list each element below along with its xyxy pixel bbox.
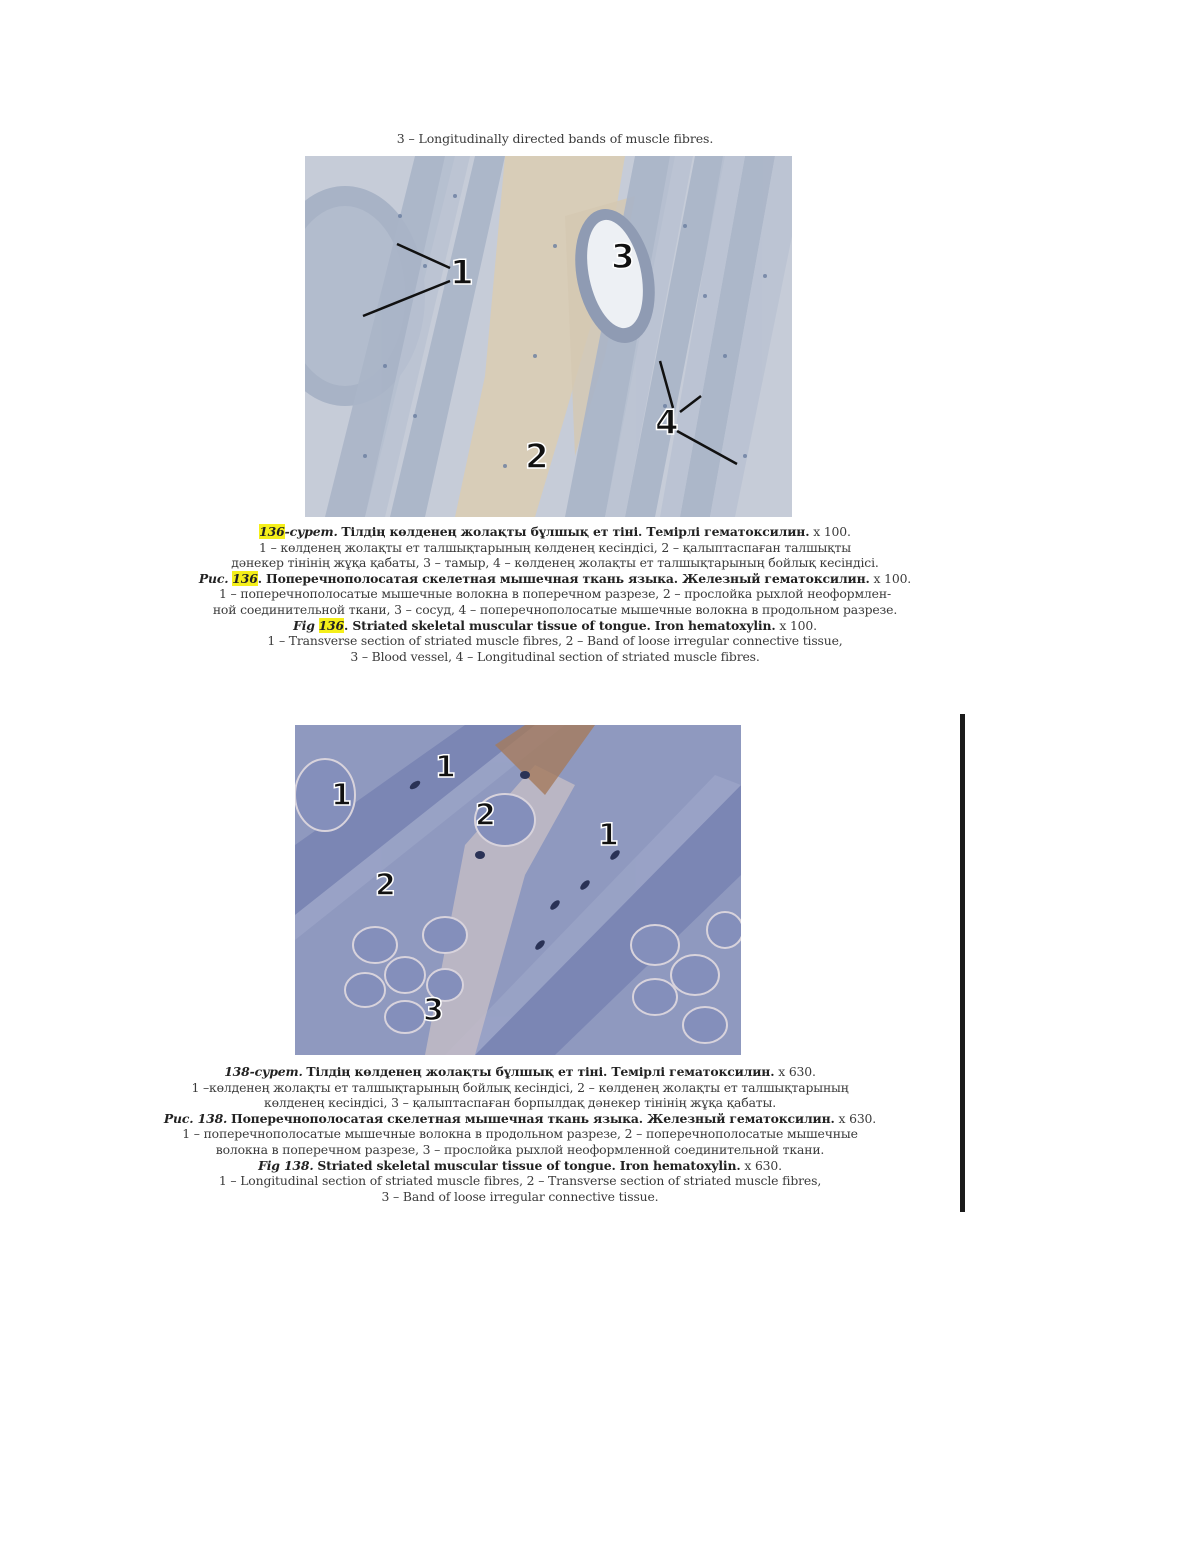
figure-136-caption: 136-сурет. Тілдің көлденең жолақты бұлшық ет тіні. Темірлі гематоксилин. х 100. 1 – көлденең жолақты ет талшықтарының көлденең кесіндісі, 2 – қалыптаспаған талшықты дәнекер тінінің жұқа қабаты, 3 – тамыр, 4 – көлденең жолақты ет талшықтарының бойлық кесіндісі. Рис. 136. Поперечнополосатая скелетная мышечная ткань языка. Железный гематоксилин. х 100. 1 – поперечнополосатые мышечные волокна в поперечном разрезе, 2 – прослойка рыхлой неоформлен- ной соединительной ткани, 3 – сосуд, 4 – поперечнополосатые мышечные волокна в продольном разрезе. Fig 136. Striated skeletal muscular tissue of tongue. Iron hematoxylin. x 100. 1 – Transverse section of striated muscle fibres, 2 – Band of loose irregular connective tissue, 3 – Blood vessel, 4 – Longitudinal section of striated muscle fibres. (150, 524, 960, 664)
fig138-en-title-line: Fig 138. Striated skeletal muscular tissue of tongue. Iron hematoxylin. x 630. (258, 1157, 782, 1173)
vertical-divider-bar (960, 714, 965, 1212)
figure-136-micrograph (305, 156, 792, 517)
fig136-label-2: 2 (525, 437, 549, 477)
fig136-label-1: 1 (450, 253, 474, 293)
fig136-en-number: 136 (318, 617, 344, 633)
top-caption-line: 3 – Longitudinally directed bands of muscle fibres. (396, 131, 714, 146)
fig136-ru-title-line: Рис. 136. Поперечнополосатая скелетная мышечная ткань языка. Железный гематоксилин. х 100. (198, 570, 912, 586)
fig136-kk-title-line: 136-сурет. Тілдің көлденең жолақты бұлшық ет тіні. Темірлі гематоксилин. х 100. (259, 524, 851, 539)
fig138-label-2a: 2 (475, 798, 496, 833)
fig136-label-4: 4 (655, 403, 679, 443)
fig136-kk-number: 136 (259, 524, 285, 539)
fig138-label-3: 3 (423, 993, 444, 1028)
fig138-label-1b: 1 (435, 750, 456, 785)
fig136-label-3: 3 (611, 237, 635, 277)
fig138-ru-title-line: Рис. 138. Поперечнополосатая скелетная мышечная ткань языка. Железный гематоксилин. х 630. (163, 1110, 877, 1126)
fig138-label-1a: 1 (331, 778, 352, 813)
figure-138-caption: 138-сурет. Тілдің көлденең жолақты бұлшық ет тіні. Темірлі гематоксилин. х 630. 1 –көлденең жолақты ет талшықтарының бойлық кесіндісі, 2 – көлденең жолақты ет талшықтарының көлденең кесіндісі, 3 – қалыптаспаған борпылдақ дәнекер тінінің жұқа қабаты. Рис. 138. Поперечнополосатая скелетная мышечная ткань языка. Железный гематоксилин. х 630. 1 – поперечнополосатые мышечные волокна в продольном разрезе, 2 – поперечнополосатые мышечные волокна в поперечном разрезе, 3 – прослойка рыхлой неоформленной соединительной ткани. Fig 138. Striated skeletal muscular tissue of tongue. Iron hematoxylin. x 630. 1 – Longitudinal section of striated muscle fibres, 2 – Transverse section of striated muscle fibres, 3 – Band of loose irregular connective tissue. (150, 1064, 890, 1204)
fig136-en-title-line: Fig 136. Striated skeletal muscular tissue of tongue. Iron hematoxylin. x 100. (293, 617, 817, 633)
fig138-label-1c: 1 (598, 818, 619, 853)
fig138-kk-title-line: 138-сурет. Тілдің көлденең жолақты бұлшық ет тіні. Темірлі гематоксилин. х 630. (224, 1064, 816, 1079)
fig138-label-2b: 2 (375, 868, 396, 903)
fig136-ru-number: 136 (232, 570, 258, 586)
figure-138-micrograph (295, 725, 741, 1055)
